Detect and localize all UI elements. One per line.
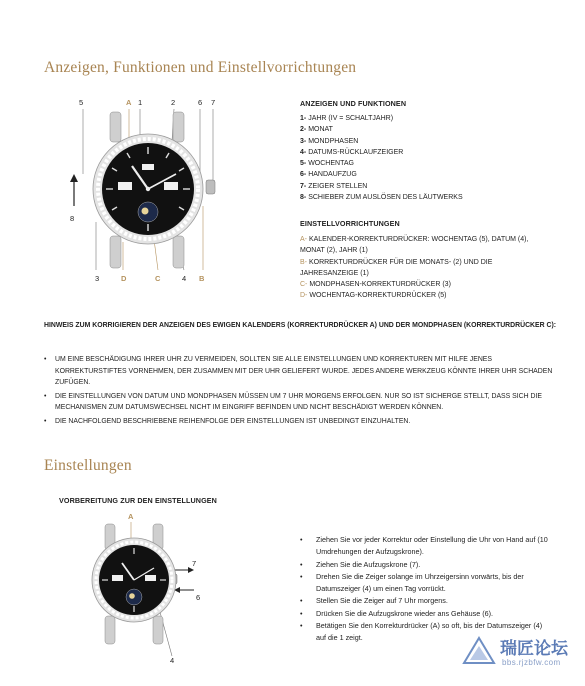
watch-illustration-settings <box>90 508 220 668</box>
callout-a-settings: A <box>128 512 134 521</box>
watch-illustration-main <box>60 94 220 286</box>
indicators-list <box>300 113 540 203</box>
callout-4-settings: 4 <box>170 656 175 665</box>
callout-1: 1 <box>138 98 143 107</box>
devices-heading: EINSTELLVORRICHTUNGEN <box>300 219 400 228</box>
list-item: C- MONDPHASEN-KORREKTURDRÜCKER (3) <box>300 281 451 289</box>
section-title-settings: Einstellungen <box>44 457 132 474</box>
list-item: • Betätigen Sie den Korrekturdrücker (A) so oft, bis der Datumszeiger (4) auf die 1 zeigt. <box>300 620 552 645</box>
callout-3: 3 <box>95 274 100 283</box>
callout-d: D <box>121 274 127 283</box>
callout-c: C <box>155 274 161 283</box>
list-item: • DIE EINSTELLUNGEN VON DATUM UND MONDPHASEN MÜSSEN UM 7 UHR MORGENS ERFOLGEN. NUR SO IST SICHERGE STELLT, DASS SICH DIE MECHANISMEN ZUM DATUMSWECHSEL NICHT IM EINGRIFF BEFINDEN UND NICHT BESCHÄDIGT WERDEN KÖNNEN. <box>44 391 564 414</box>
devices-list <box>300 234 532 302</box>
list-item: • DIE NACHFOLGEND BESCHRIEBENE REIHENFOLGE DER EINSTELLUNGEN IST UNBEDINGT EINZUHALTEN. <box>44 416 564 428</box>
forum-watermark <box>462 632 580 676</box>
list-item: 8- SCHIEBER ZUM AUSLÖSEN DES LÄUTWERKS <box>300 194 463 202</box>
callout-6: 6 <box>198 98 203 107</box>
list-item: • Ziehen Sie die Aufzugskrone (7). <box>300 559 552 571</box>
list-item: • Drehen Sie die Zeiger solange im Uhrzeigersinn vorwärts, bis der Datumszeiger (4) um einen Tag vorrückt. <box>300 571 552 596</box>
callout-b: B <box>199 274 205 283</box>
callout-8: 8 <box>70 214 75 223</box>
section-title-indicators: Anzeigen, Funktionen und Einstellvorrichtungen <box>44 59 357 76</box>
list-item: • Stellen Sie die Zeiger auf 7 Uhr morgens. <box>300 595 552 607</box>
note-heading: HINWEIS ZUM KORRIGIEREN DER ANZEIGEN DES EWIGEN KALENDERS (KORREKTURDRÜCKER A) UND DER MONDPHASEN (KORREKTURDRÜCKER C): <box>44 322 557 329</box>
callout-7: 7 <box>211 98 216 107</box>
list-item: D- WOCHENTAG-KORREKTURDRÜCKER (5) <box>300 292 447 300</box>
list-item: • Drücken Sie die Aufzugskrone wieder ans Gehäuse (6). <box>300 608 552 620</box>
list-item: • UM EINE BESCHÄDIGUNG IHRER UHR ZU VERMEIDEN, SOLLTEN SIE ALLE EINSTELLUNGEN UND KORREKTUREN MIT HILFE JENES KORREKTURSTIFTES VORNEHMEN, DER ZUSAMMEN MIT DER UHR GELIEFERT WURDE. JEDES ANDERE WERKZEUG KÖNNTE IHRER UHR SCHADEN ZUFÜGEN. <box>44 354 564 389</box>
note-list <box>44 354 564 428</box>
callout-4: 4 <box>182 274 187 283</box>
list-item: A- KALENDER-KORREKTURDRÜCKER: WOCHENTAG (5), DATUM (4), MONAT (2), JAHR (1) <box>300 236 529 255</box>
callout-5: 5 <box>79 98 84 107</box>
list-item: 5- WOCHENTAG <box>300 160 354 168</box>
list-item: • Ziehen Sie vor jeder Korrektur oder Einstellung die Uhr von Hand auf (10 Umdrehungen der Aufzugskrone). <box>300 534 552 559</box>
list-item: 4- DATUMS-RÜCKLAUFZEIGER <box>300 148 404 156</box>
watermark-logo-icon <box>462 636 496 666</box>
watermark-url: bbs.rjzbfw.com <box>502 658 561 667</box>
list-item: 3- MONDPHASEN <box>300 137 359 145</box>
list-item: 7- ZEIGER STELLEN <box>300 182 368 190</box>
callout-6-settings: 6 <box>196 593 201 602</box>
watermark-name: 瑞匠论坛 <box>500 639 568 659</box>
callout-2: 2 <box>171 98 176 107</box>
preparation-steps <box>300 534 552 645</box>
callout-a: A <box>126 98 132 107</box>
callout-7-settings: 7 <box>192 559 197 568</box>
list-item: 2- MONAT <box>300 126 333 134</box>
preparation-heading: VORBEREITUNG ZUR DEN EINSTELLUNGEN <box>59 496 217 505</box>
indicators-heading: ANZEIGEN UND FUNKTIONEN <box>300 99 407 108</box>
list-item: 1- JAHR (IV = SCHALTJAHR) <box>300 115 394 122</box>
list-item: B- KORREKTURDRÜCKER FÜR DIE MONATS- (2) UND DIE JAHRESANZEIGE (1) <box>300 258 493 277</box>
list-item: 6- HANDAUFZUG <box>300 171 357 179</box>
